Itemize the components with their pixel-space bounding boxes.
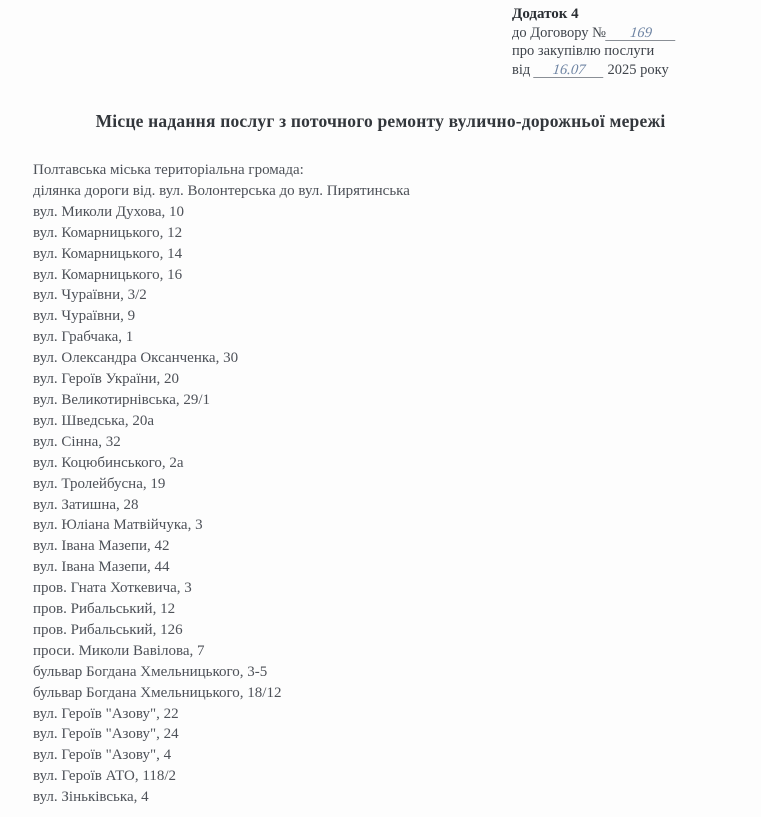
document-header	[512, 5, 676, 79]
location-line: вул. Івана Мазепи, 42	[33, 538, 170, 555]
procurement-line: про закупівлю послуги	[512, 43, 655, 59]
document-title: Місце надання послуг з поточного ремонту вулично-дорожньої мережі	[95, 111, 666, 131]
location-line: ділянка дороги від. вул. Волонтерська до вул. Пирятинська	[33, 182, 410, 199]
location-line: вул. Тролейбусна, 19	[33, 475, 166, 492]
location-line: вул. Затишна, 28	[33, 496, 139, 513]
location-line: вул. Героїв "Азову", 24	[33, 726, 179, 743]
location-line: проси. Миколи Вавілова, 7	[33, 642, 205, 659]
locations-list	[33, 160, 741, 808]
location-line: вул. Олександра Оксанченка, 30	[33, 350, 239, 367]
contract-number-prefix: до Договору №	[512, 24, 606, 41]
location-line: вул. Юліана Матвійчука, 3	[33, 517, 203, 534]
location-line: пров. Рибальський, 12	[33, 601, 176, 618]
location-line: бульвар Богдана Хмельницького, 3-5	[33, 663, 268, 680]
location-line: вул. Комарницького, 12	[33, 224, 183, 241]
date-prefix: від	[512, 61, 531, 78]
contract-number-line	[512, 24, 676, 43]
location-line: вул. Героїв АТО, 118/2	[33, 768, 177, 785]
appendix-label: Додаток 4	[512, 6, 579, 22]
location-line: вул. Грабчака, 1	[33, 329, 134, 346]
location-line: вул. Івана Мазепи, 44	[33, 559, 170, 576]
location-line: вул. Сінна, 32	[33, 433, 121, 450]
location-line: вул. Героїв "Азову", 4	[33, 747, 172, 764]
location-line: Полтавська міська територіальна громада:	[33, 162, 304, 178]
location-line: вул. Чураївни, 9	[33, 308, 136, 325]
location-line: вул. Шведська, 20а	[33, 412, 154, 429]
location-line: вул. Миколи Духова, 10	[33, 203, 185, 220]
location-line: вул. Героїв "Азову", 22	[33, 705, 179, 722]
location-line: вул. Зіньківська, 4	[33, 789, 149, 806]
location-line: вул. Чураївни, 3/2	[33, 287, 147, 304]
date-suffix: 2025 року	[607, 61, 669, 78]
location-line: пров. Рибальський, 126	[33, 621, 183, 638]
location-line: вул. Великотирнівська, 29/1	[33, 391, 211, 408]
location-line: вул. Коцюбинського, 2а	[33, 454, 184, 471]
location-line: вул. Комарницького, 14	[33, 245, 183, 262]
date-line	[512, 61, 676, 80]
location-line: вул. Героїв України, 20	[33, 371, 180, 388]
date-handwritten: 16.07	[533, 63, 605, 78]
contract-number-handwritten: 169	[605, 26, 677, 41]
location-line: пров. Гната Хоткевича, 3	[33, 580, 192, 597]
location-line: вул. Комарницького, 16	[33, 266, 183, 283]
location-line: бульвар Богдана Хмельницького, 18/12	[33, 684, 282, 701]
